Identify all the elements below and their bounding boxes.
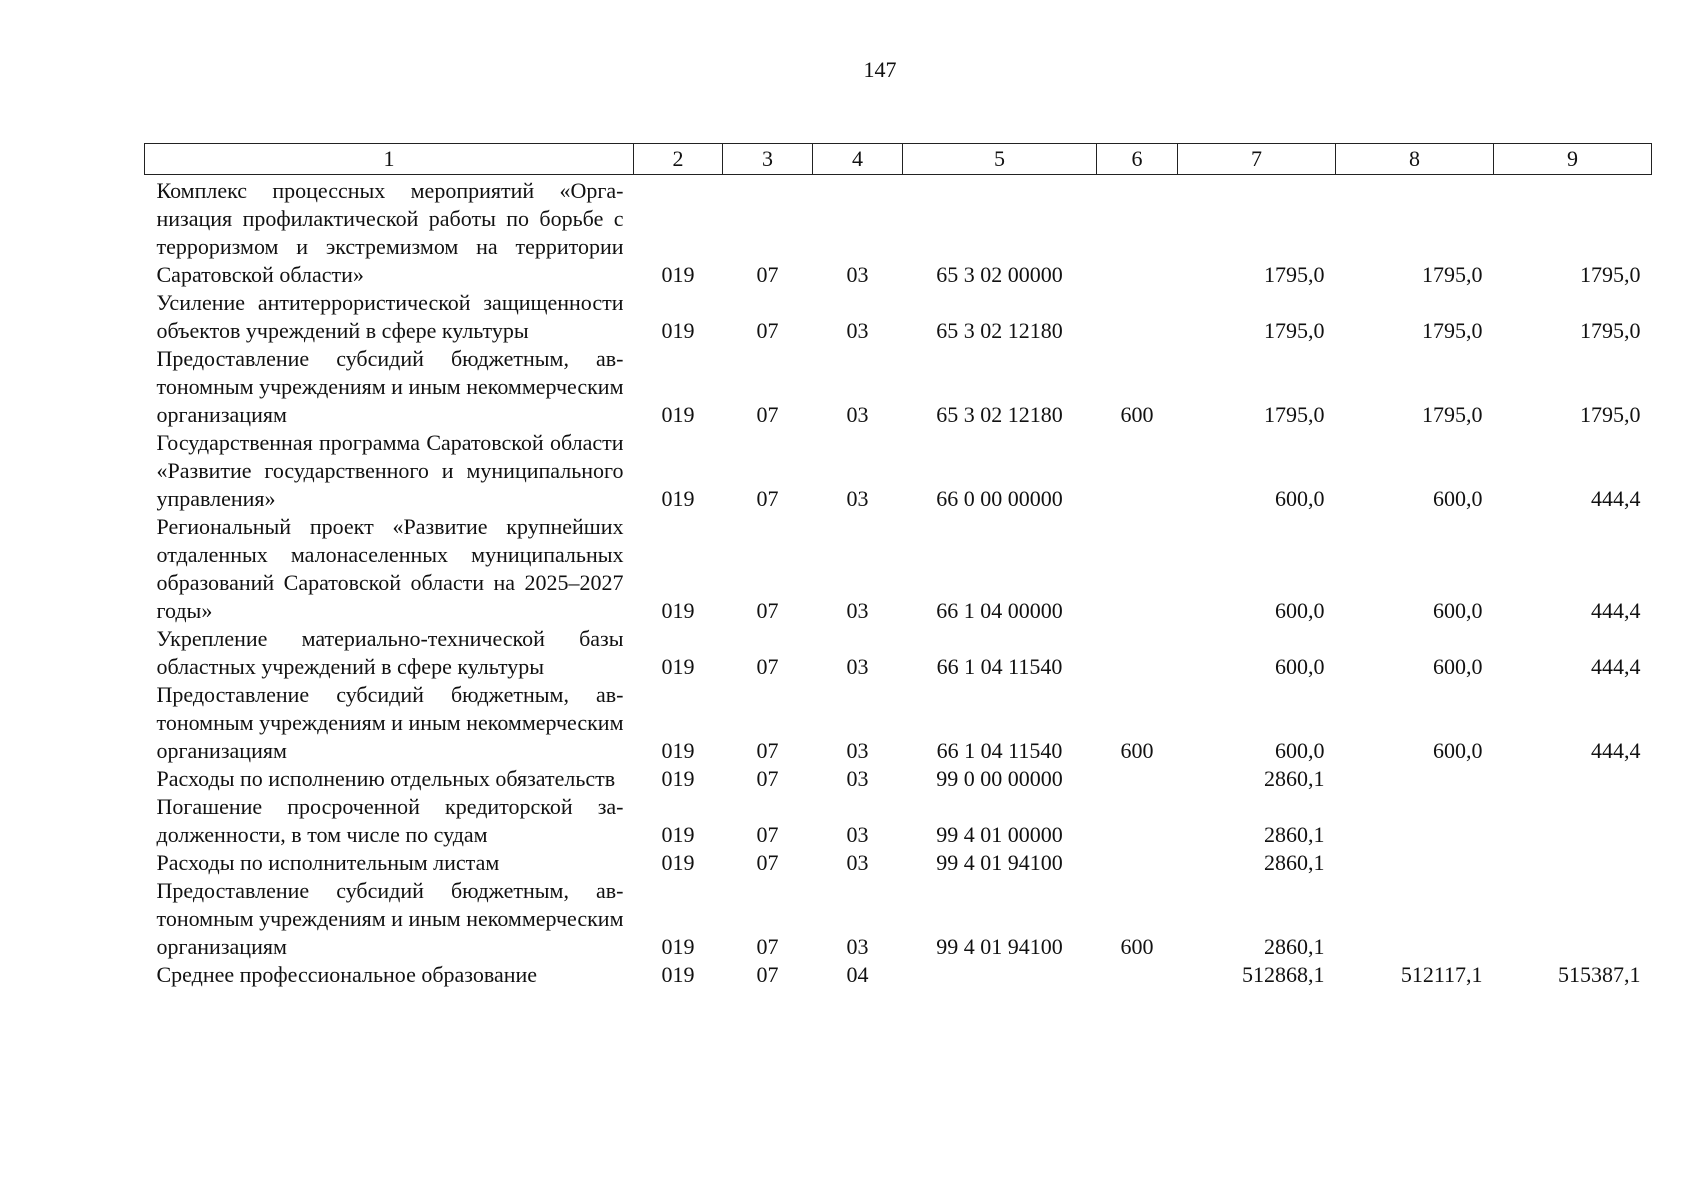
row-name: Среднее профессиональное образование [156,962,538,987]
row-admin-code: 019 [661,962,695,987]
header-col-6: 6 [1097,144,1178,175]
row-name: Государственная программа Саратовской области «Развитие государственного и муниципального управления» [156,430,624,511]
row-target-code: 99 0 00 00000 [936,766,1063,791]
table-row [145,961,1652,989]
row-amount-9: 444,4 [1591,486,1641,511]
row-subsection-code: 03 [846,262,869,287]
row-amount-7: 1795,0 [1264,262,1325,287]
row-subsection-code: 03 [846,850,869,875]
row-subsection-code: 03 [846,402,869,427]
row-name: Погашение просроченной кредиторской задолженности, в том числе по судам [156,794,624,847]
row-subsection-code: 03 [846,766,869,791]
row-amount-7: 2860,1 [1264,822,1325,847]
row-section-code: 07 [756,766,779,791]
row-admin-code: 019 [661,654,695,679]
row-section-code: 07 [756,850,779,875]
row-name: Предоставление субсидий бюджетным, автономным учреждениям и иным некоммерческим организациям [156,346,624,427]
row-section-code: 07 [756,402,779,427]
row-section-code: 07 [756,262,779,287]
row-expense-type [1097,849,1178,877]
table-row [145,429,1652,513]
row-amount-8: 512117,1 [1400,962,1483,987]
row-admin-code: 019 [661,766,695,791]
row-target-code: 99 4 01 94100 [936,934,1063,959]
header-col-1: 1 [145,144,634,175]
row-amount-7: 2860,1 [1264,934,1325,959]
row-target-code: 65 3 02 12180 [936,402,1063,427]
row-amount-9: 1795,0 [1580,318,1641,343]
row-name: Расходы по исполнению отдельных обязательств [156,766,616,791]
table-row [145,289,1652,345]
row-name: Комплекс процессных мероприятий «Организация профилактической работы по борьбе с терроризмом и экстремизмом на территории Саратовской области» [156,178,624,287]
row-target-code: 65 3 02 00000 [936,262,1063,287]
row-amount-7: 600,0 [1275,486,1325,511]
header-col-9: 9 [1494,144,1652,175]
header-col-7: 7 [1178,144,1336,175]
row-expense-type [1097,793,1178,849]
table-row [145,681,1652,765]
row-section-code: 07 [756,962,779,987]
row-amount-7: 2860,1 [1264,850,1325,875]
row-amount-9: 515387,1 [1558,962,1641,987]
row-expense-type [1097,175,1178,290]
row-subsection-code: 03 [846,822,869,847]
row-name: Расходы по исполнительным листам [156,850,500,875]
row-amount-9 [1494,765,1652,793]
row-admin-code: 019 [661,262,695,287]
row-amount-8 [1336,849,1494,877]
row-amount-7: 1795,0 [1264,402,1325,427]
row-admin-code: 019 [661,486,695,511]
row-admin-code: 019 [661,318,695,343]
table-row [145,765,1652,793]
row-amount-7: 512868,1 [1242,962,1325,987]
row-amount-8: 600,0 [1433,486,1483,511]
row-expense-type [1097,289,1178,345]
header-col-4: 4 [813,144,903,175]
row-target-code: 66 1 04 00000 [936,598,1063,623]
row-admin-code: 019 [661,934,695,959]
row-section-code: 07 [756,822,779,847]
row-section-code: 07 [756,598,779,623]
row-amount-7: 600,0 [1275,738,1325,763]
row-section-code: 07 [756,934,779,959]
row-section-code: 07 [756,318,779,343]
row-target-code [903,961,1097,989]
row-expense-type: 600 [1120,934,1154,959]
row-amount-9 [1494,849,1652,877]
row-expense-type [1097,513,1178,625]
row-target-code: 66 1 04 11540 [936,654,1063,679]
row-target-code: 66 0 00 00000 [936,486,1063,511]
row-amount-8: 600,0 [1433,738,1483,763]
table-row [145,849,1652,877]
row-amount-9 [1494,793,1652,849]
row-admin-code: 019 [661,598,695,623]
row-subsection-code: 04 [846,962,869,987]
header-col-8: 8 [1336,144,1494,175]
row-amount-7: 600,0 [1275,654,1325,679]
row-name: Региональный проект «Развитие крупнейших отдаленных малонаселенных муниципальных образований Саратовской области на 2025–2027 годы» [156,514,624,623]
row-target-code: 99 4 01 00000 [936,822,1063,847]
row-target-code: 65 3 02 12180 [936,318,1063,343]
row-amount-7: 2860,1 [1264,766,1325,791]
row-amount-8 [1336,877,1494,961]
row-amount-9: 444,4 [1591,654,1641,679]
row-amount-8: 1795,0 [1422,318,1483,343]
table-row [145,877,1652,961]
row-admin-code: 019 [661,738,695,763]
row-name: Предоставление субсидий бюджетным, автономным учреждениям и иным некоммерческим организациям [156,682,624,763]
row-subsection-code: 03 [846,738,869,763]
table-body [145,175,1652,990]
row-expense-type [1097,625,1178,681]
row-target-code: 66 1 04 11540 [936,738,1063,763]
table-row [145,513,1652,625]
header-row [145,144,1652,175]
row-admin-code: 019 [661,402,695,427]
row-subsection-code: 03 [846,318,869,343]
row-expense-type [1097,429,1178,513]
row-amount-8: 1795,0 [1422,262,1483,287]
row-target-code: 99 4 01 94100 [936,850,1063,875]
row-amount-8 [1336,765,1494,793]
row-amount-9: 1795,0 [1580,402,1641,427]
header-col-3: 3 [723,144,813,175]
row-amount-8 [1336,793,1494,849]
row-subsection-code: 03 [846,934,869,959]
table-row [145,175,1652,290]
row-amount-7: 600,0 [1275,598,1325,623]
table-row [145,625,1652,681]
row-amount-8: 600,0 [1433,598,1483,623]
row-amount-7: 1795,0 [1264,318,1325,343]
row-expense-type: 600 [1120,402,1154,427]
row-name: Усиление антитеррористической защищенности объектов учреждений в сфере культуры [156,290,624,343]
row-amount-9 [1494,877,1652,961]
row-subsection-code: 03 [846,598,869,623]
row-admin-code: 019 [661,822,695,847]
row-amount-9: 444,4 [1591,738,1641,763]
page-number: 147 [863,57,897,82]
row-section-code: 07 [756,486,779,511]
row-name: Укрепление материально-технической базы областных учреждений в сфере культуры [156,626,624,679]
row-amount-8: 600,0 [1433,654,1483,679]
row-amount-9: 444,4 [1591,598,1641,623]
row-expense-type: 600 [1120,738,1154,763]
row-admin-code: 019 [661,850,695,875]
budget-table [144,143,1652,989]
row-amount-9: 1795,0 [1580,262,1641,287]
header-col-5: 5 [903,144,1097,175]
table-row [145,345,1652,429]
row-name: Предоставление субсидий бюджетным, автономным учреждениям и иным некоммерческим организациям [156,878,624,959]
row-section-code: 07 [756,738,779,763]
row-expense-type [1097,961,1178,989]
row-subsection-code: 03 [846,486,869,511]
row-expense-type [1097,765,1178,793]
row-section-code: 07 [756,654,779,679]
table-row [145,793,1652,849]
header-col-2: 2 [634,144,723,175]
row-amount-8: 1795,0 [1422,402,1483,427]
row-subsection-code: 03 [846,654,869,679]
